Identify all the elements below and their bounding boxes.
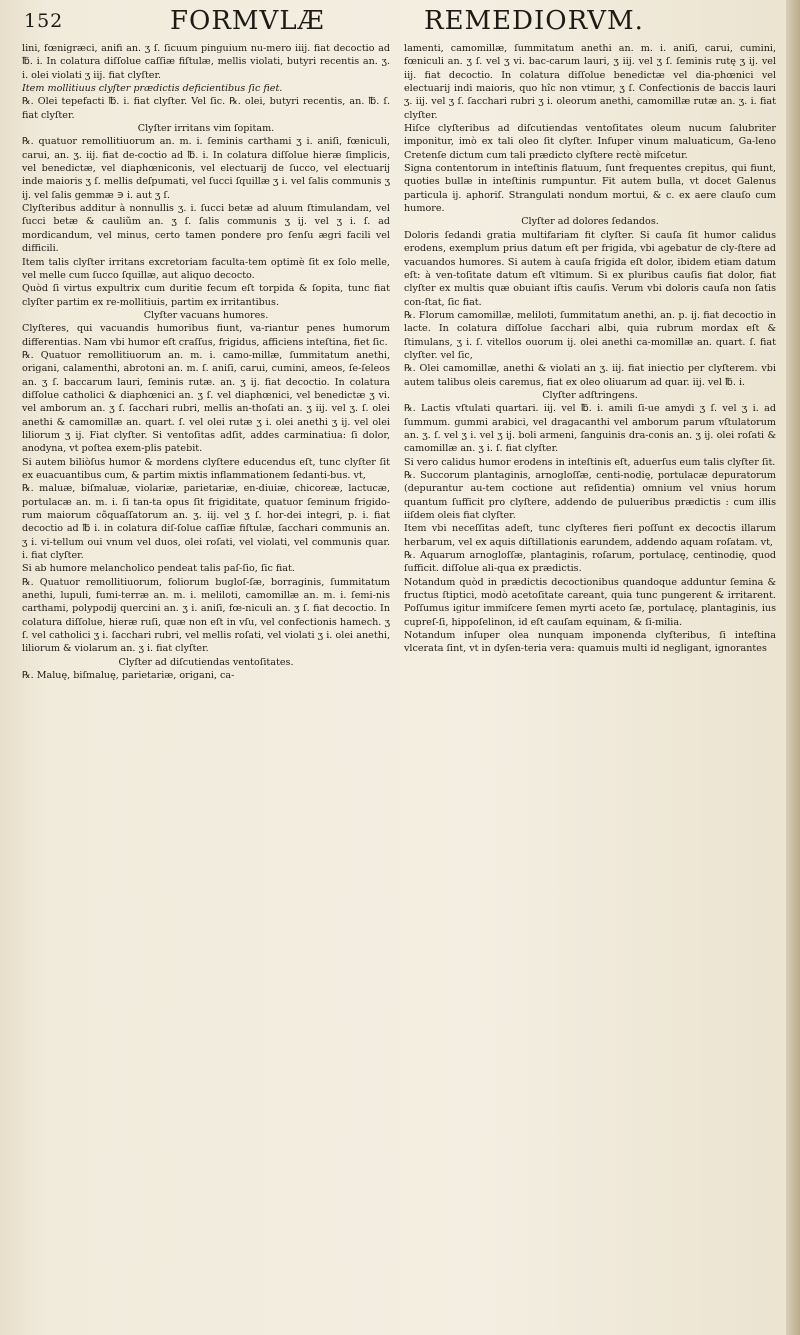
section-heading: Clyſter vacuans humores. <box>143 309 269 321</box>
right-text-column <box>404 42 776 1327</box>
paragraph: Si autem biliòſus humor & mordens clyſtere educendus eſt, tunc clyſter ſit ex euacuantibus cum, & partim mixtis inflammationem ſedanti-bus. vt, <box>22 456 390 481</box>
page-number: 152 <box>24 10 64 32</box>
paragraph: Item talis clyſter irritans excretoriam faculta-tem optimè ſit ex ſolo melle, vel melle cum ſucco ſquillæ, aut aliquo decocto. <box>22 256 390 281</box>
paragraph: ℞. maluæ, biſmaluæ, violariæ, parietariæ, en-diuiæ, chicoreæ, lactucæ, portulacæ an. m. i. ſi tan-ta opus ſit frigiditate, quatuor ſeminum frigido-rum maiorum cõquaſſatorum an. ʒ. iij. vel ʒ ſ. hor-dei integri, p. i. fiat decoctio ad ℔ i. in colatura diſ-ſolue caſſiæ fiſtulæ, ſacchari communis an. ʒ i. vi-tellum oui vnum vel duos, olei roſati, vel violati, vel communis quar. i. fiat clyſter. <box>22 483 390 562</box>
paragraph: Item vbi neceſſitas adeſt, tunc clyſteres fieri poſſunt ex decoctis illarum herbarum, vel ex aquis diſtillationis earundem, addendo aquam roſatam. vt, <box>404 523 776 548</box>
running-head-right: REMEDIORVM. <box>424 6 644 36</box>
paragraph: ℞. quatuor remollitiuorum an. m. i. ſeminis carthami ʒ i. aniſi, fœniculi, carui, an. ʒ. iij. fiat de-coctio ad ℔. i. In colatura diſſolue hieræ ſimplicis, vel benedictæ, vel diaphœniconis, vel electuarij de ſucco, vel electuarij inde maioris ʒ ſ. mellis deſpumati, vel ſucci ſquillæ ʒ i. vel ſalis communis ʒ ij. vel ſalis gemmæ ∋ i. aut ʒ ſ. <box>22 136 390 201</box>
paragraph: ℞. Olei camomillæ, anethi & violati an ʒ. iij. fiat iniectio per clyſterem. vbi autem talibus oleis caremus, fiat ex oleo oliuarum ad quar. iij. vel ℔. i. <box>404 363 776 388</box>
section-heading: Clyſter irritans vim ſopitam. <box>137 123 275 135</box>
paragraph: Doloris ſedandi gratia multifariam fit clyſter. Si cauſa ſit humor calidus erodens, exemplum prius datum eſt per frigida, vbi agebatur de cly-ſtere ad vacuandos humores. Si autem à cauſa frigida eſt dolor, ibidem etiam datum eſt: à ven-toſitate datum eſt vltimum. Si ex pluribus cauſis fiat dolor, fiat clyſter ex multis quæ obuiant iſtis cauſis. Verum vbi doloris cauſa non ſatis con-ſtat, ſic fiat. <box>404 229 776 308</box>
paragraph: ℞. Lactis vſtulati quartari. iij. vel ℔. i. amili ſi-ue amydi ʒ ſ. vel ʒ i. ad ſummum. gummi arabici, vel dragacanthi vel amborum parum vſtulatorum an. ʒ. ſ. vel ʒ i. vel ʒ ij. boli armeni, ſanguinis dra-conis an. ʒ ij. olei roſati & camomillæ an. ʒ i. ſ. fiat clyſter. <box>404 403 776 455</box>
paragraph: ℞. Maluę, biſmaluę, parietariæ, origani, ca- <box>22 670 235 682</box>
paragraph: Hiſce clyſteribus ad diſcutiendas ventoſitates oleum nucum ſalubriter imponitur, imò ex tali oleo ſit clyſter. Infuper vinum maluaticum, Ga-leno Cretenſe dictum cum tali prædicto clyſtere rectè miſcetur. <box>404 123 776 161</box>
left-text-column <box>22 42 390 1327</box>
paragraph: ℞. Aquarum arnogloſſæ, plantaginis, roſarum, portulacę, centinodię, quod ſufficit. diſſolue ali-qua ex prædictis. <box>404 550 776 575</box>
page-edge <box>786 0 800 1335</box>
paragraph: Si vero calidus humor erodens in inteſtinis eſt, aduerſus eum talis clyſter ſit. <box>404 456 776 468</box>
page-header <box>20 6 780 42</box>
paragraph: lamenti, camomillæ, ſummitatum anethi an. m. i. aniſi, carui, cumini, fœniculi an. ʒ ſ. vel ʒ vi. bac-carum lauri, ʒ iij. vel ʒ ſ. ſeminis rutę ʒ ij. vel iij. fiat decoctio. In colatura diſſolue benedictæ vel dia-phœnici vel electuarij indi maioris, quo hîc non vtimur, ʒ ſ. Confectionis de baccis lauri ʒ. iij. vel ʒ ſ. ſacchari rubri ʒ i. oleorum anethi, camomillæ rutæ an. ʒ. i. fiat clyſter. <box>404 43 776 121</box>
paragraph: ℞. Quatuor remollitiuorum an. m. i. camo-millæ, ſummitatum anethi, origani, calamenthi, abrotoni an. m. ſ. aniſi, carui, cumini, ameos, ſe-ſeleos an. ʒ ſ. baccarum lauri, ſeminis rutæ. an. ʒ ij. fiat decoctio. In colatura diſſolue catholici & diaphœnici an. ʒ ſ. vel diaphœnici, vel benedictæ ʒ vi. vel amborum an. ʒ ſ. ſacchari rubri, mellis an-thoſati an. ʒ iij. vel ʒ. ſ. olei anethi & camomillæ an. quart. ſ. vel olei rutæ ʒ i. olei anethi ʒ ij. vel olei liliorum ʒ ij. Fiat clyſter. Si ventoſitas adſit, addes carminatiua: ſi dolor, anodyna, vt poſtea exem-plis patebit. <box>22 349 390 455</box>
paragraph: Clyſteres, qui vacuandis humoribus fiunt, va-riantur penes humorum differentias. Nam vbi humor eſt craſſus, frigidus, afficiens inteſtina, fiet ſic. <box>22 323 390 348</box>
running-head-left: FORMVLÆ <box>170 6 325 36</box>
paragraph: lini, fœnigræci, anifi an. ʒ ſ. ſicuum pinguium nu-mero iiij. fiat decoctio ad ℔. i. In colatura diſſolue caſſiæ fiſtulæ, mellis violati, butyri recentis an. ʒ. i. olei violati ʒ iij. fiat clyſter. <box>22 43 390 81</box>
paragraph: Clyſteribus additur à nonnullis ʒ. i. ſucci betæ ad aluum ſtimulandam, vel ſucci betæ & cauliũm an. ʒ ſ. ſalis communis ʒ ij. vel ʒ i. ſ. ad mordicandum, vel minus, certo tamen pondere pro ſenſu ægri facili vel difficili. <box>22 203 390 255</box>
paragraph: Signa contentorum in inteſtinis flatuum, ſunt frequentes crepitus, qui fiunt, quoties bullæ in inteſtinis rumpuntur. Fit autem bulla, vt docet Galenus particula ij. aphoriſ. Strangulati nondum mortui, & c. ex aere clauſo cum humore. <box>404 163 776 215</box>
paragraph: ℞. Quatuor remollitiuorum, foliorum bugloſ-ſæ, borraginis, ſummitatum anethi, lupuli, fumi-terræ an. m. i. meliloti, camomillæ an. m. i. ſemi-nis carthami, polypodij quercini an. ʒ i. aniſi, fœ-niculi an. ʒ ſ. fiat decoctio. In colatura diſſolue, hieræ ruſi, quæ non eſt in vſu, vel confectionis hamech. ʒ ſ. vel catholici ʒ i. ſacchari rubri, vel mellis roſati, vel violati ʒ i. olei anethi, liliorum & violarum an. ʒ i. fiat clyſter. <box>22 576 390 655</box>
paragraph: Quòd ſi virtus expultrix cum duritie fecum eſt torpida & ſopita, tunc fiat clyſter partim ex re-mollitiuis, partim ex irritantibus. <box>22 283 390 308</box>
paragraph: Notandum inſuper olea nunquam imponenda clyſteribus, ſi inteſtina vlcerata ſint, vt in dyſen-teria vera: quamuis multi id negligant, ignorantes <box>404 630 776 655</box>
paragraph: ℞. Succorum plantaginis, arnogloſſæ, centi-nodię, portulacæ depuratorum (depurantur au-tem coctione aut reſidentia) omnium vel vnius horum quantum ſufficit pro clyſtere, addendo de pulueribus prædictis : cum illis iiſdem oleis fiat clyſter. <box>404 470 776 522</box>
section-heading: Clyſter adſtringens. <box>542 389 638 401</box>
paragraph: Item mollitiuus clyſter prædictis deficientibus ſic fiet. <box>22 83 283 95</box>
section-heading: Clyſter ad diſcutiendas ventoſitates. <box>118 656 294 668</box>
section-heading: Clyſter ad dolores ſedandos. <box>521 216 659 228</box>
paragraph: Notandum quòd in prædictis decoctionibus quandoque adduntur ſemina & fructus ſtiptici, modò acetoſitate careant, quia tunc pungerent & irritarent. Poſſumus igitur immiſcere ſemen myrti aceto ſæ, portulacę, plantaginis, ius cupreſ-ſi, hippoſelinon, id eſt cauſam equinam, & ſi-milia. <box>404 576 776 628</box>
paragraph: ℞. Florum camomillæ, meliloti, ſummitatum anethi, an. p. ij. fiat decoctio in lacte. In colatura diſſolue ſacchari albi, quia rubrum mordax eſt & ſtimulans, ʒ i. ſ. vitellos ouorum ij. olei anethi ca-momillæ an. quart. ſ. fiat clyſter. vel ſic, <box>404 309 776 361</box>
paragraph: ℞. Olei tepefacti ℔. i. fiat clyſter. Vel ſic. ℞. olei, butyri recentis, an. ℔. ſ. fiat clyſter. <box>22 96 390 121</box>
paragraph: Si ab humore melancholico pendeat talis paſ-ſio, ſic fiat. <box>22 563 295 575</box>
